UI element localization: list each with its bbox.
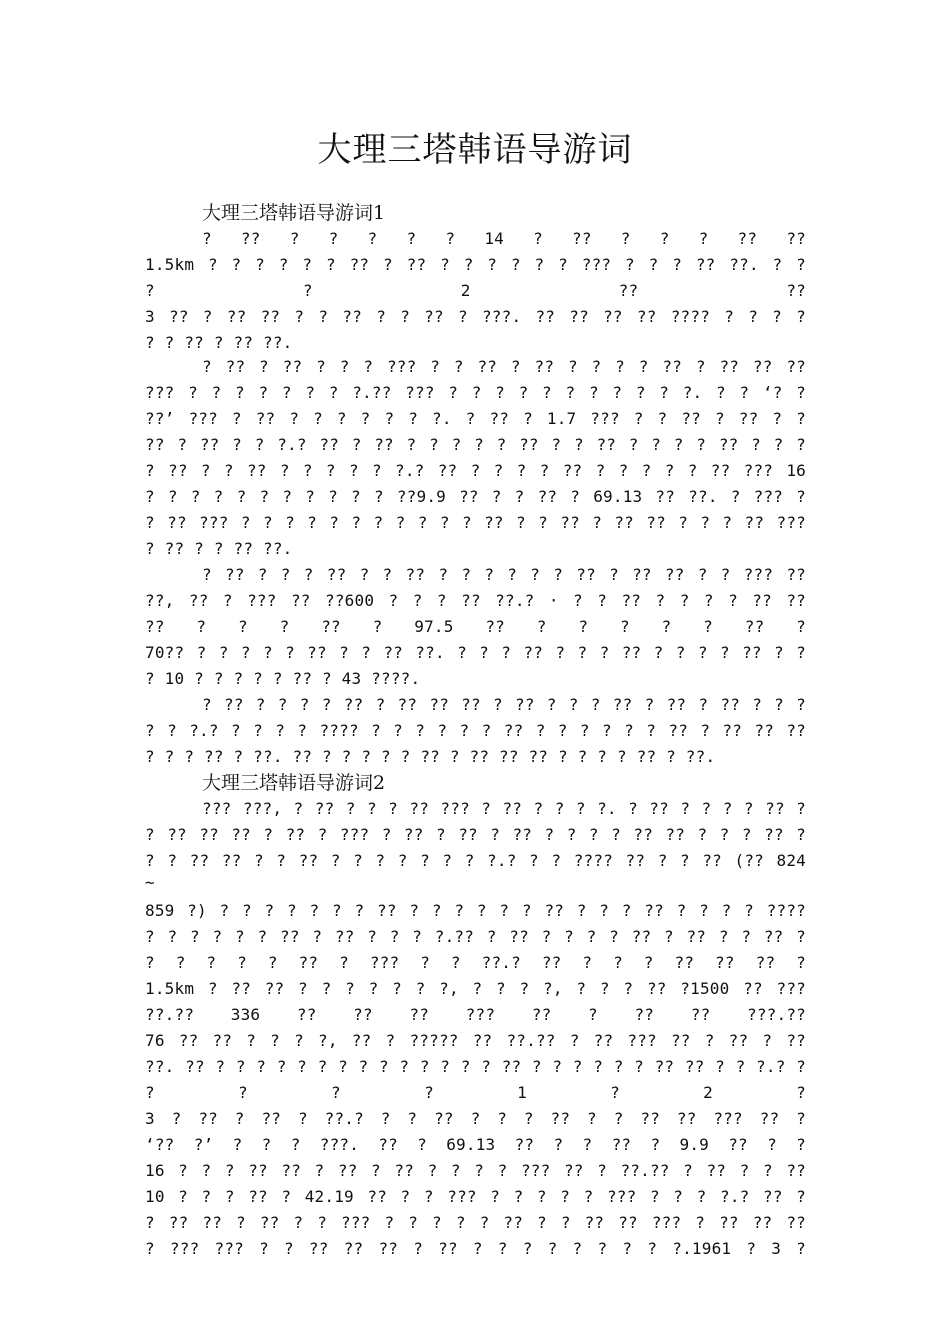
text-line: 1.5km ? ?? ?? ? ? ? ? ? ? ?, ? ? ? ?, ? ? ? ?? ?1500 ?? ??? bbox=[145, 979, 806, 998]
text-line: ??.?? 336 ?? ?? ?? ??? ?? ? ?? ?? ???.?? bbox=[145, 1005, 806, 1024]
text-line: ? ? ?? ?? ? ? ?? ? ? ? ? ? ? ? ?.? ? ? ???? ?? ? ? ?? (?? 824 bbox=[145, 851, 806, 870]
text-line: ‘?? ?’ ? ? ? ???. ?? ? 69.13 ?? ? ? ?? ? 9.9 ?? ? ? bbox=[145, 1135, 806, 1154]
text-line: ? ?? ? ?? ? ? ? ??? ? ? ?? ? ?? ? ? ? ? ?? ? ?? ?? ?? bbox=[202, 357, 806, 376]
text-line: ??. ?? ? ? ? ? ? ? ? ? ? ? ? ? ? ? ?? ? ? ? ? ? ? ?? ?? ? ? ?.? ? bbox=[145, 1057, 806, 1076]
text-line: ? ? ? ? ? ? ?? ? ?? ? ? ? ?.?? ? ?? ? ? ? ? ?? ? ?? ? ? ?? ? bbox=[145, 927, 806, 946]
text-line: ??? ???, ? ?? ? ? ? ?? ??? ? ?? ? ? ? ?. ? ?? ? ? ? ? ?? ? bbox=[202, 799, 806, 818]
document-title: 大理三塔韩语导游词 bbox=[317, 130, 633, 170]
text-line: ? ?? ?? ? ?? ? ? ??? ? ? ? ? ? ?? ? ? ?? ?? ??? ? ?? ?? ?? bbox=[145, 1213, 806, 1232]
text-line: ??, ?? ? ??? ?? ??600 ? ? ? ?? ??.? · ? ? ?? ? ? ? ? ?? ?? bbox=[145, 591, 806, 610]
text-line: ? ? ? ? 1 ? 2 ? bbox=[145, 1083, 806, 1102]
text-line: ? ? ? ? ? ? ? ? ? ? ? ??9.9 ?? ? ? ?? ? 69.13 ?? ??. ? ??? ? bbox=[145, 487, 806, 506]
text-line: ? ?? ? ? ?? ? ? ? ? ? ?.? ?? ? ? ? ? ?? ? ? ? ? ? ?? ??? 16 bbox=[145, 461, 806, 480]
text-line: ? ?? ? ? ? ?? ? ? ?? ? ? ? ? ? ? ?? ? ?? ?? ? ? ??? ?? bbox=[202, 565, 806, 584]
text-line: ? ?? ? ? ? ? ?? ? ?? ?? ?? ? ?? ? ? ? ?? ? ?? ? ?? ? ? ? bbox=[202, 695, 806, 714]
text-line: 3 ?? ? ?? ?? ? ? ?? ? ? ?? ? ???. ?? ?? ?? ?? ???? ? ? ? ? bbox=[145, 307, 806, 326]
text-line: ??? ? ? ? ? ? ? ? ?.?? ??? ? ? ? ? ? ? ? ? ? ? ?. ? ? ‘? ? bbox=[145, 383, 806, 402]
text-line: ? ?? ?? ?? ? ?? ? ??? ? ?? ? ?? ? ?? ? ? ? ? ?? ?? ? ? ? ?? ? bbox=[145, 825, 806, 844]
text-line: ~ bbox=[145, 873, 155, 892]
text-line: 10 ? ? ? ?? ? 42.19 ?? ? ? ??? ? ? ? ? ? ??? ? ? ? ?.? ?? ? bbox=[145, 1187, 806, 1206]
text-line: ??’ ??? ? ?? ? ? ? ? ? ? ?. ? ?? ? 1.7 ??? ? ? ?? ? ?? ? ? bbox=[145, 409, 806, 428]
text-line: ? ??? ??? ? ? ?? ?? ?? ? ?? ? ? ? ? ? ? ? ? ?.1961 ? 3 ? bbox=[145, 1239, 806, 1258]
text-line: 16 ? ? ? ?? ?? ? ?? ? ?? ? ? ? ? ??? ?? ? ??.?? ? ?? ? ? ?? bbox=[145, 1161, 806, 1180]
text-line: ? ?? ??? ? ? ? ? ? ? ? ? ? ? ? ?? ? ? ?? ? ?? ?? ? ? ? ?? ??? bbox=[145, 513, 806, 532]
text-line: ? ? ?.? ? ? ? ? ???? ? ? ? ? ? ? ?? ? ? ? ? ? ? ?? ? ?? ?? ?? bbox=[145, 721, 806, 740]
text-line: 70?? ? ? ? ? ? ?? ? ? ?? ??. ? ? ? ?? ? ? ? ?? ? ? ? ? ?? ? ? bbox=[145, 643, 806, 662]
text-line: ? ?? ? ? ?? ??. bbox=[145, 539, 293, 558]
text-line: 859 ?) ? ? ? ? ? ? ? ?? ? ? ? ? ? ? ?? ? ? ? ?? ? ? ? ? ???? bbox=[145, 901, 806, 920]
text-line: ?? ? ? ? ?? ? 97.5 ?? ? ? ? ? ? ?? ? bbox=[145, 617, 806, 636]
text-line: ? ? ? ?? ? ??. ?? ? ? ? ? ? ?? ? ?? ?? ?? ? ? ? ? ?? ? ??. bbox=[145, 747, 716, 766]
text-line: ? ? 2 ?? ?? bbox=[145, 281, 806, 300]
section-heading-2: 大理三塔韩语导游词2 bbox=[202, 772, 386, 794]
text-line: ?? ? ?? ? ? ?.? ?? ? ?? ? ? ? ? ? ?? ? ? ?? ? ? ? ? ?? ? ? ? bbox=[145, 435, 806, 454]
text-line: ? ? ?? ? ?? ??. bbox=[145, 333, 293, 352]
text-line: 1.5km ? ? ? ? ? ? ?? ? ?? ? ? ? ? ? ? ??? ? ? ? ?? ??. ? ? bbox=[145, 255, 806, 274]
text-line: 76 ?? ?? ? ? ? ?, ?? ? ????? ?? ??.?? ? ?? ??? ?? ? ?? ? ?? bbox=[145, 1031, 806, 1050]
text-line: ? ? ? ? ? ?? ? ??? ? ? ??.? ?? ? ? ? ?? ?? ?? ? bbox=[145, 953, 806, 972]
text-line: ? ?? ? ? ? ? ? 14 ? ?? ? ? ? ?? ?? bbox=[202, 229, 806, 248]
text-line: ? 10 ? ? ? ? ? ?? ? 43 ????. bbox=[145, 669, 421, 688]
text-line: 3 ? ?? ? ?? ? ??.? ? ? ?? ? ? ? ?? ? ? ?? ?? ??? ?? ? bbox=[145, 1109, 806, 1128]
section-heading-1: 大理三塔韩语导游词1 bbox=[202, 202, 386, 224]
